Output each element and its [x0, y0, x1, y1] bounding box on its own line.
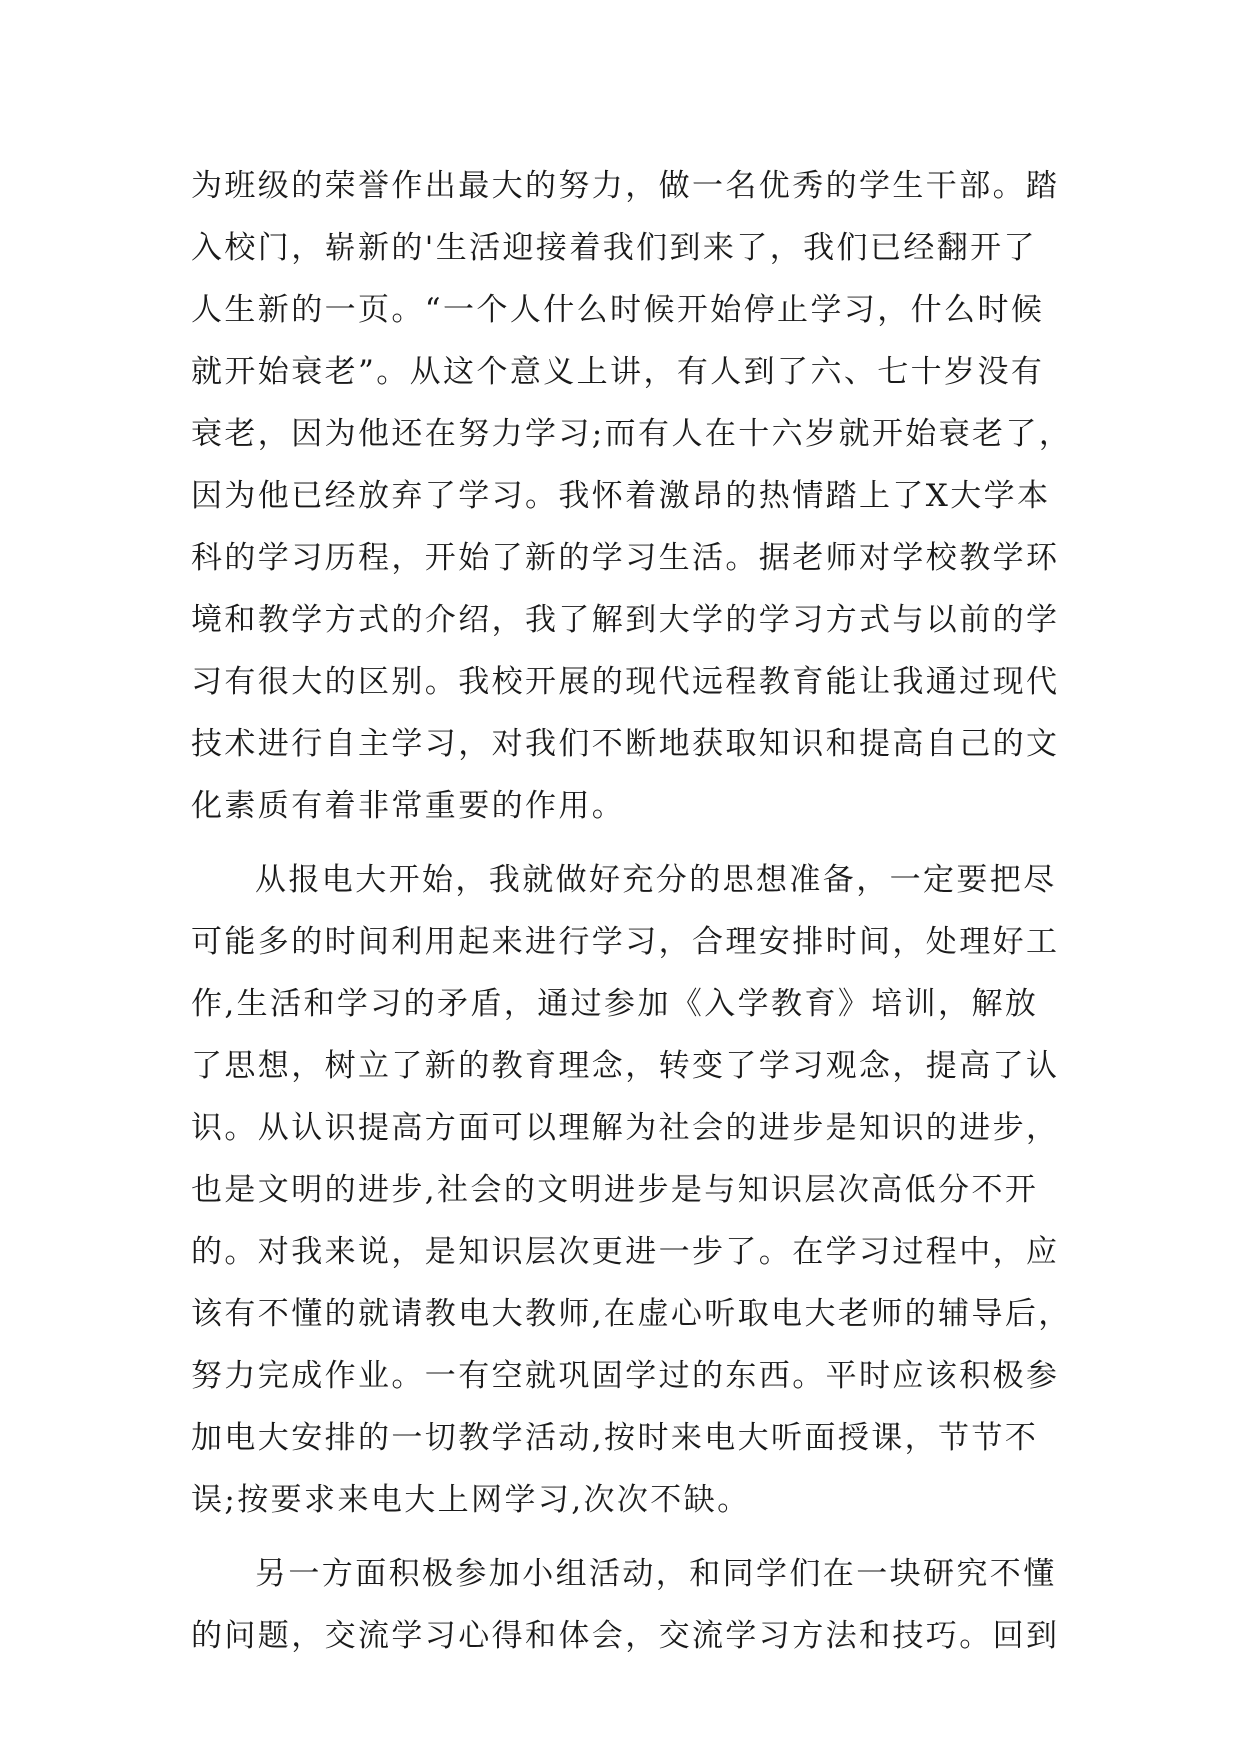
text-line: 因为他已经放弃了学习。我怀着激昂的热情踏上了X大学本: [191, 478, 1051, 514]
text-line: 加电大安排的一切教学活动,按时来电大听面授课，节节不: [191, 1420, 1039, 1456]
text-line: 技术进行自主学习，对我们不断地获取知识和提高自己的文: [191, 726, 1060, 762]
text-line: 作,生活和学习的矛盾，通过参加《入学教育》培训，解放: [191, 986, 1039, 1022]
document-body: [191, 155, 1073, 1667]
text-line: 人生新的一页。“一个人什么时候开始停止学习，什么时候: [191, 292, 1045, 328]
text-line: 努力完成作业。一有空就巩固学过的东西。平时应该积极参: [191, 1358, 1060, 1394]
text-line: 为班级的荣誉作出最大的努力，做一名优秀的学生干部。踏: [191, 168, 1060, 204]
paragraph-3: [191, 1543, 1060, 1667]
text-line: 科的学习历程，开始了新的学习生活。据老师对学校教学环: [191, 540, 1060, 576]
text-line: 误;按要求来电大上网学习,次次不缺。: [191, 1482, 751, 1518]
text-line: 该有不懂的就请教电大教师,在虚心听取电大老师的辅导后，: [191, 1296, 1072, 1332]
text-line: 衰老，因为他还在努力学习;而有人在十六岁就开始衰老了，: [191, 416, 1073, 452]
text-line: 的问题，交流学习心得和体会，交流学习方法和技巧。回到: [191, 1618, 1060, 1654]
paragraph-2: [191, 849, 1072, 1531]
text-line: 了思想，树立了新的教育理念，转变了学习观念，提高了认: [191, 1048, 1060, 1084]
text-line: 可能多的时间利用起来进行学习，合理安排时间，处理好工: [191, 924, 1060, 960]
paragraph-1: [191, 155, 1073, 837]
text-line: 的。对我来说，是知识层次更进一步了。在学习过程中，应: [191, 1234, 1060, 1270]
text-line-first-indented: 从报电大开始，我就做好充分的思想准备，一定要把尽: [255, 862, 1057, 898]
paragraph-spacing: [191, 1531, 1051, 1543]
text-line: 习有很大的区别。我校开展的现代远程教育能让我通过现代: [191, 664, 1060, 700]
text-line: 化素质有着非常重要的作用。: [191, 788, 626, 824]
text-line: 入校门，崭新的'生活迎接着我们到来了，我们已经翻开了: [191, 230, 1037, 266]
text-line: 就开始衰老”。从这个意义上讲，有人到了六、七十岁没有: [191, 354, 1045, 390]
paragraph-spacing: [191, 837, 1051, 849]
text-line: 也是文明的进步,社会的文明进步是与知识层次高低分不开: [191, 1172, 1039, 1208]
text-line-first-indented: 另一方面积极参加小组活动，和同学们在一块研究不懂: [255, 1556, 1057, 1592]
text-line: 识。从认识提高方面可以理解为社会的进步是知识的进步，: [191, 1110, 1060, 1146]
text-line: 境和教学方式的介绍，我了解到大学的学习方式与以前的学: [191, 602, 1060, 638]
